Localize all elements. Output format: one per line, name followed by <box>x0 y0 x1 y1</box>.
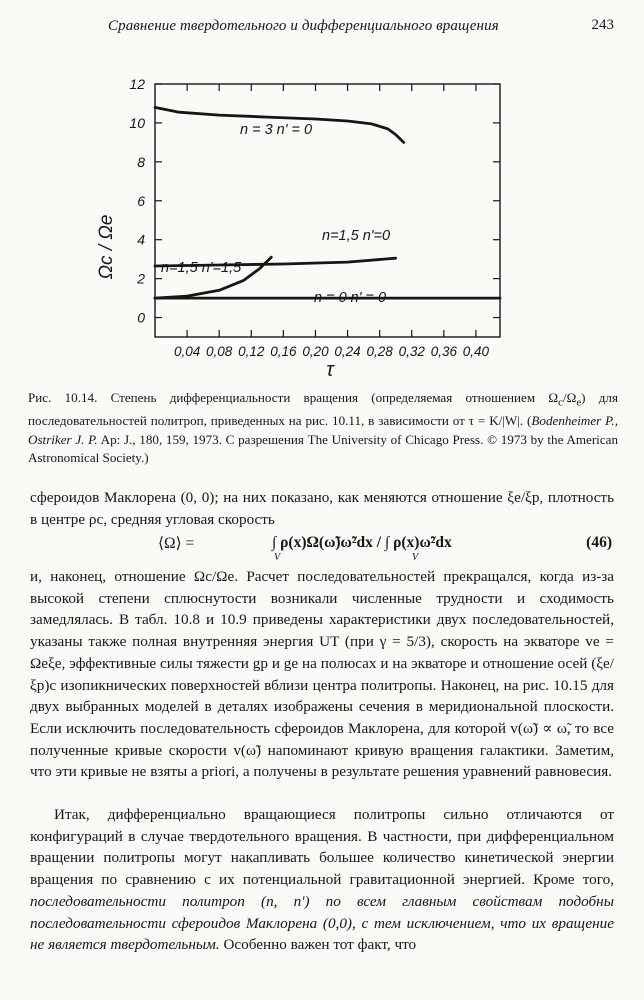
running-header <box>100 14 614 40</box>
integral-domain-2: V <box>412 552 419 563</box>
x-tick-label: 0,40 <box>462 344 490 359</box>
caption-prefix: Рис. 10.14. Степень дифференциальности вращения (определяемая отношением Ω <box>28 390 559 405</box>
page-number: 243 <box>591 17 614 33</box>
paragraph-1: сфероидов Маклорена (0, 0); на них показано, как меняются отношение ξe/ξp, плотность в центре ρc, средняя угловая скорость <box>30 489 614 528</box>
equation-expression: ∫ ρ(x)Ω(ω̃)ω̃²dx / ∫ ρ(x)ω̃²dx <box>272 534 452 551</box>
series-label: n = 0 n' = 0 <box>314 290 387 306</box>
integral-domain-1: V <box>274 552 281 563</box>
y-tick-label: 6 <box>137 192 145 209</box>
paragraph-3-italic: последовательности политроп (n, n') по всем главным свойствам подобны последовательности сфероидов Маклорена (0,0), с тем исключением, что их вращение не является твердотельным. <box>30 892 614 954</box>
y-tick-label: 8 <box>137 153 145 170</box>
figure-caption <box>28 389 618 468</box>
caption-sub-e: e <box>576 396 582 409</box>
paragraph-3-end: Особенно важен тот факт, что <box>219 936 417 954</box>
caption-text: ) для последовательностей политроп, приведенных на рис. 10.11, в зависимости от τ = K/|W|. ( <box>28 390 618 429</box>
series-label: n = 3 n' = 0 <box>240 122 313 138</box>
x-tick-label: 0,20 <box>302 344 329 359</box>
x-tick-label: 0,04 <box>173 344 201 359</box>
series-label: n=1,5 n'=1,5 <box>161 260 242 276</box>
caption-mid: /Ω <box>562 390 577 405</box>
y-tick-label: 12 <box>129 76 145 92</box>
x-tick-label: 0,08 <box>206 344 233 359</box>
paragraph-3-start: Итак, дифференциально вращающиеся политропы сильно отличаются от конфигураций в случае твердотельного вращения. В частности, при дифференциальном вращении политропы могут накапливать большее количество кинетической энергии вращения по сравнению с их потенциальной гравитационной энергией. Кроме того, <box>30 806 614 889</box>
caption-authors: Bodenheimer P., Ostriker J. P. <box>28 413 618 447</box>
x-tick-label: 0,36 <box>430 344 457 359</box>
x-tick-label: 0,16 <box>270 344 297 359</box>
y-tick-label: 2 <box>137 270 145 287</box>
caption-sub-c: c <box>558 396 563 409</box>
x-tick-label: 0,24 <box>334 344 361 359</box>
equation-lhs: ⟨Ω⟩ = <box>158 535 195 552</box>
y-tick-label: 4 <box>137 231 145 248</box>
x-axis-label: τ <box>326 359 334 381</box>
series-label: n=1,5 n'=0 <box>322 228 391 244</box>
paragraph-2: и, наконец, отношение Ωc/Ωe. Расчет последовательностей прекращался, когда из-за высокой степени сплюснутости возникали численные трудности и сходимость замедлялась. В табл. 10.8 и 10.9 приведены характеристики двух последовательностей, указаны также полная внутренняя энергия UT (при γ = 5/3), скорость на экваторе ve = Ωeξe, эффективные силы тяжести gp и ge на полюсах и на экваторе и отношение осей (ξe/ξp)c изопикнических поверхностей вблизи центра политропы. Наконец, на рис. 10.15 для двух выбранных моделей в деталях изображены сечения в меридиональной плоскости. Если исключить последовательность сфероидов Маклорена, для которой v(ω̃) ∝ ω̃, то все полученные кривые скорости v(ω̃) напоминают кривую вращения галактики. Заметим, что эти кривые не взяты a priori, а получены в результате решения уравнений равновесия. <box>30 568 614 781</box>
equation-46 <box>30 532 614 566</box>
y-tick-label: 10 <box>129 114 145 131</box>
x-tick-label: 0,28 <box>366 344 393 359</box>
caption-ref: Ap: J., 180, 159, 1973. С разрешения The University of Chicago Press. © 1973 by the American Astronomical Society.) <box>28 431 618 466</box>
figure-10-14-chart <box>60 62 540 382</box>
paragraph-3 <box>30 804 614 956</box>
running-title: Сравнение твердотельного и дифференциального вращения <box>108 18 499 34</box>
x-tick-label: 0,12 <box>238 344 265 359</box>
equation-number: (46) <box>586 534 612 551</box>
y-tick-label: 0 <box>137 309 145 326</box>
y-axis-label: Ωc / Ωe <box>96 214 117 280</box>
x-tick-label: 0,32 <box>398 344 425 359</box>
